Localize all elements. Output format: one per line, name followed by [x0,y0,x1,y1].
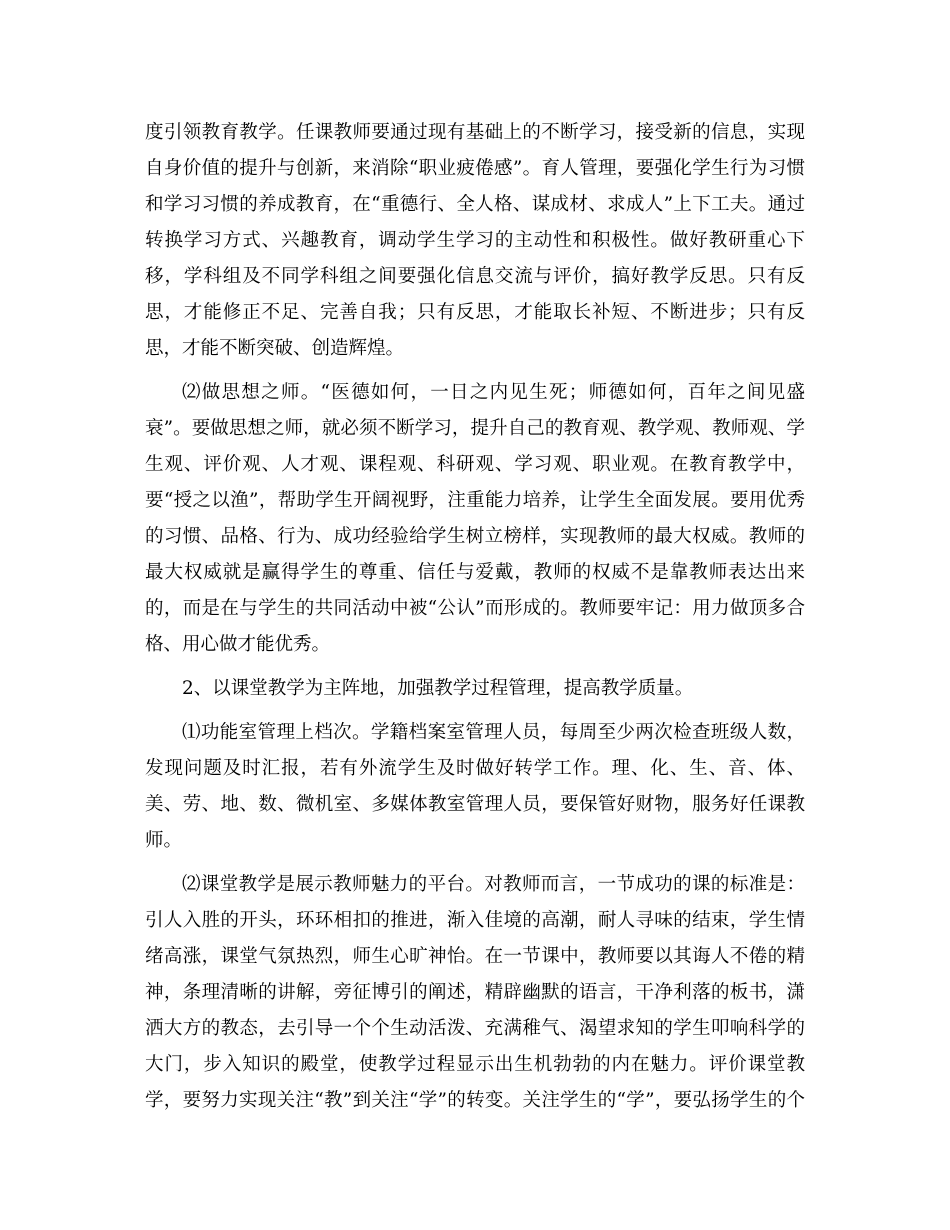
text-line: 洒大方的教态，去引导一个个生动活泼、充满稚气、渴望求知的学生叩响科学的 [145,1018,805,1039]
text-line: 思，才能修正不足、完善自我；只有反思，才能取长补短、不断进步；只有反 [145,302,805,323]
text-line: 生观、评价观、人才观、课程观、科研观、学习观、职业观。在教育教学中， [145,454,805,475]
text-line: 最大权威就是赢得学生的尊重、信任与爱戴，教师的权威不是靠教师表达出来 [145,562,805,583]
document-body [145,115,805,1127]
text-line: ⑵做思想之师。“医德如何，一日之内见生死；师德如何，百年之间见盛 [182,382,805,403]
text-line: 衰”。要做思想之师，就必须不断学习，提升自己的教育观、教学观、教师观、学 [145,418,805,439]
text-line: 自身价值的提升与创新，来消除“职业疲倦感”。育人管理，要强化学生行为习惯 [145,158,805,179]
text-line: ⑴功能室管理上档次。学籍档案室管理人员，每周至少两次检查班级人数， [182,722,805,743]
text-line: 度引领教育教学。任课教师要通过现有基础上的不断学习，接受新的信息，实现 [145,122,805,143]
text-line: 学，要努力实现关注“教”到关注“学”的转变。关注学生的“学”，要弘扬学生的个 [145,1090,805,1111]
text-line: 移，学科组及不同学科组之间要强化信息交流与评价，搞好教学反思。只有反 [145,266,805,287]
text-line: ⑵课堂教学是展示教师魅力的平台。对教师而言，一节成功的课的标准是： [182,874,805,895]
text-line: 发现问题及时汇报，若有外流学生及时做好转学工作。理、化、生、音、体、 [145,758,805,779]
paragraph-5 [145,867,805,1119]
text-line: 师。 [145,830,183,851]
text-line: 大门，步入知识的殿堂，使教学过程显示出生机勃勃的内在魅力。评价课堂教 [145,1054,805,1075]
text-line: 格、用心做才能优秀。 [145,634,331,655]
text-line: 要“授之以渔”，帮助学生开阔视野，注重能力培养，让学生全面发展。要用优秀 [145,490,805,511]
text-line: 绪高涨，课堂气氛热烈，师生心旷神怡。在一节课中，教师要以其诲人不倦的精 [145,946,805,967]
paragraph-2 [145,375,805,663]
text-line: 转换学习方式、兴趣教育，调动学生学习的主动性和积极性。做好教研重心下 [145,230,805,251]
paragraph-1 [145,115,805,367]
section-heading: 2、以课堂教学为主阵地，加强教学过程管理，提高教学质量。 [182,678,694,699]
text-line: 的习惯、品格、行为、成功经验给学生树立榜样，实现教师的最大权威。教师的 [145,526,805,547]
paragraph-3 [145,671,805,707]
text-line: 引人入胜的开头，环环相扣的推进，渐入佳境的高潮，耐人寻味的结束，学生情 [145,910,805,931]
text-line: 神，条理清晰的讲解，旁征博引的阐述，精辟幽默的语言，干净利落的板书，潇 [145,982,805,1003]
text-line: 和学习习惯的养成教育，在“重德行、全人格、谋成材、求成人”上下工夫。通过 [145,194,805,215]
text-line: 思，才能不断突破、创造辉煌。 [145,338,405,359]
text-line: 的，而是在与学生的共同活动中被“公认”而形成的。教师要牢记：用力做顶多合 [145,598,805,619]
text-line: 美、劳、地、数、微机室、多媒体教室管理人员，要保管好财物，服务好任课教 [145,794,805,815]
paragraph-4 [145,715,805,859]
